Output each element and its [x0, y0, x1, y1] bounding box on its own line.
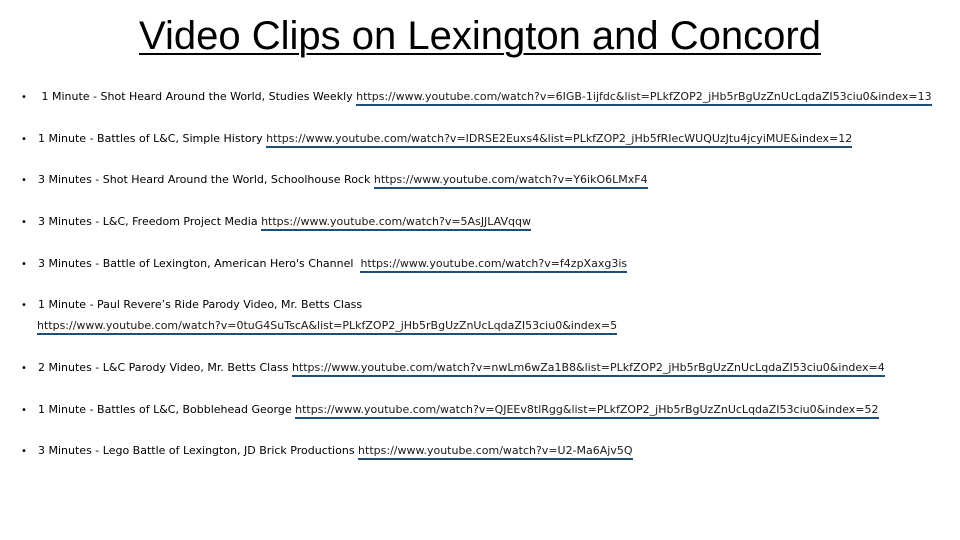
clip-description: 1 Minute - Battles of L&C, Simple History: [38, 132, 267, 145]
list-item: [21, 358, 941, 379]
list-item: [21, 129, 941, 150]
clip-description: 3 Minutes - Shot Heard Around the World, Schoolhouse Rock: [38, 173, 374, 186]
list-item: [21, 295, 941, 336]
clip-description: 3 Minutes - Lego Battle of Lexington, JD Brick Productions: [38, 444, 359, 457]
clip-description: 3 Minutes - L&C, Freedom Project Media: [38, 215, 262, 228]
list-item: [21, 400, 941, 421]
video-link[interactable]: https://www.youtube.com/watch?v=6IGB-1ijfdc&list=PLkfZOP2_jHb5rBgUzZnUcLqdaZI53ciu0&index=13: [356, 90, 931, 106]
list-item: [21, 441, 941, 462]
bullet: •: [21, 259, 27, 270]
bullet: •: [21, 300, 27, 311]
clip-description: 1 Minute - Shot Heard Around the World, Studies Weekly: [38, 90, 357, 103]
video-link[interactable]: https://www.youtube.com/watch?v=f4zpXaxg3is: [360, 257, 627, 273]
video-link[interactable]: https://www.youtube.com/watch?v=5AsJJLAVqqw: [261, 215, 531, 231]
bullet: •: [21, 92, 27, 103]
bullet: •: [21, 217, 27, 228]
video-link[interactable]: https://www.youtube.com/watch?v=0tuG4SuTscA&list=PLkfZOP2_jHb5rBgUzZnUcLqdaZI53ciu0&index=5: [37, 319, 617, 335]
video-link[interactable]: https://www.youtube.com/watch?v=Y6ikO6LMxF4: [374, 173, 648, 189]
page-title: Video Clips on Lexington and Concord: [139, 14, 821, 58]
list-item: [21, 170, 941, 191]
bullet: •: [21, 446, 27, 457]
video-link[interactable]: https://www.youtube.com/watch?v=IDRSE2Euxs4&list=PLkfZOP2_jHb5fRIecWUQUzJtu4jcyiMUE&index=12: [266, 132, 852, 148]
bullet: •: [21, 134, 27, 145]
video-link[interactable]: https://www.youtube.com/watch?v=nwLm6wZa1B8&list=PLkfZOP2_jHb5rBgUzZnUcLqdaZI53ciu0&index=4: [292, 361, 885, 377]
list-item: [21, 212, 941, 233]
clip-description: 3 Minutes - Battle of Lexington, American Hero's Channel: [38, 257, 361, 270]
list-item: [21, 254, 941, 275]
video-link[interactable]: https://www.youtube.com/watch?v=U2-Ma6Ajv5Q: [358, 444, 632, 460]
bullet: •: [21, 175, 27, 186]
bullet: •: [21, 363, 27, 374]
clip-description: 2 Minutes - L&C Parody Video, Mr. Betts Class: [38, 361, 292, 374]
list-item: [21, 87, 941, 108]
bullet: •: [21, 405, 27, 416]
clip-description: 1 Minute - Paul Revere’s Ride Parody Video, Mr. Betts Class: [38, 298, 363, 311]
clip-description: 1 Minute - Battles of L&C, Bobblehead George: [38, 403, 296, 416]
video-link[interactable]: https://www.youtube.com/watch?v=QJEEv8tlRgg&list=PLkfZOP2_jHb5rBgUzZnUcLqdaZI53ciu0&index=52: [295, 403, 878, 419]
